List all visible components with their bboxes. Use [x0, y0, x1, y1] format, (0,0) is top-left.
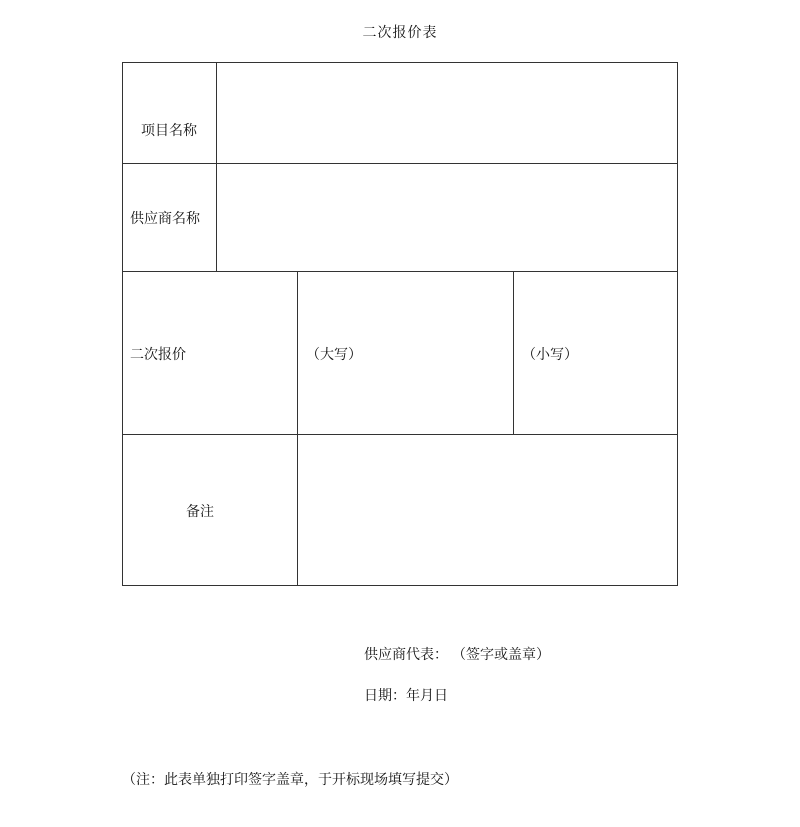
form-title: 二次报价表 — [362, 25, 438, 41]
table-border-right — [677, 62, 678, 586]
project-name-label: 项目名称 — [141, 123, 197, 139]
project-name-field[interactable] — [218, 64, 676, 162]
date-label: 日期：年月日 — [364, 688, 448, 704]
row-divider-3 — [122, 434, 678, 435]
remarks-label: 备注 — [186, 504, 214, 520]
supplier-name-label: 供应商名称 — [130, 211, 200, 227]
row-divider-1 — [122, 163, 678, 164]
quote-capital-label: （大写） — [306, 347, 362, 363]
sign-or-seal-hint: （签字或盖章） — [452, 647, 550, 663]
table-border-top — [122, 62, 678, 63]
quote-label: 二次报价 — [130, 347, 186, 363]
quote-table — [122, 62, 678, 586]
table-border-bottom — [122, 585, 678, 586]
quote-numeric-label: （小写） — [522, 347, 578, 363]
label-column-divider-bottom — [297, 271, 298, 586]
supplier-representative-label: 供应商代表： — [364, 647, 448, 663]
row-divider-2 — [122, 271, 678, 272]
supplier-name-field[interactable] — [218, 165, 676, 270]
label-column-divider-top — [216, 62, 217, 272]
quote-split-divider — [513, 271, 514, 435]
table-border-left — [122, 62, 123, 586]
remarks-field[interactable] — [299, 436, 676, 584]
footnote: （注：此表单独打印签字盖章，于开标现场填写提交） — [122, 772, 458, 788]
